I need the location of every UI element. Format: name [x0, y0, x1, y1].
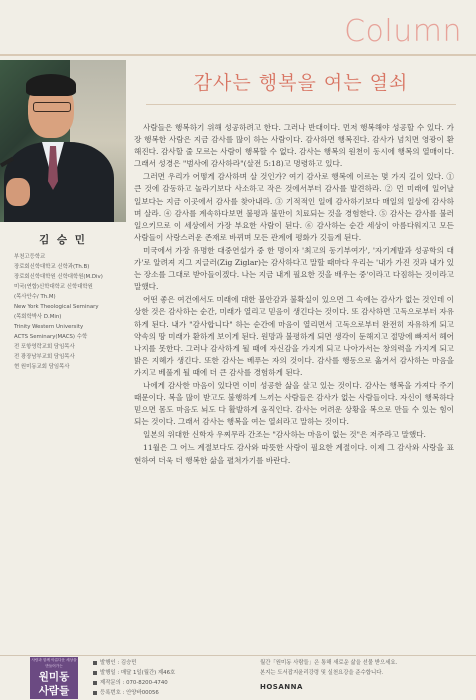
pubinfo-row: [93, 658, 243, 668]
bullet-icon: [93, 661, 97, 665]
bullet-icon: [93, 671, 97, 675]
bio-line: 현 원미동교회 담임목사: [14, 364, 70, 370]
body-paragraph: 11월은 그 어느 계절보다도 감사와 따뜻한 사랑이 필요한 계절이다. 이제 그 감사와 사랑을 표현하여 더욱 더 행복한 삶을 펼쳐가기를 바란다.: [134, 443, 454, 465]
bio-line: ACTS Seminary(MACS) 수학: [14, 334, 88, 340]
section-label: Column: [344, 14, 462, 49]
body-paragraph: 나에게 감사한 마음이 있다면 이미 성공한 삶을 살고 있는 것이다. 감사는 행복을 가져다 주기 때문이다. 복을 많이 받고도 불행하게 느끼는 사람들은 감사가 없는 사람들이다. 자신이 행복하다 믿으면 몸도 마음도 뇌도 다 활발하게 움직인다. 감사는 어려운 상황을 복으로 만들 수 있는 힘이 되는 것이다. 그래서 감사는 행복을 여는 열쇠라고 말하는 것이다.: [134, 380, 454, 427]
bio-line: (목회학박사 D.Min): [14, 314, 62, 320]
pubinfo-row: [93, 678, 243, 688]
bio-line: 장로회신학대학원 신학대학원(M.Div): [14, 274, 103, 280]
footer-notice: [260, 658, 470, 678]
pubinfo-row: [93, 688, 243, 698]
bullet-icon: [93, 681, 97, 685]
article-title: 감사는 행복을 여는 열쇠: [193, 72, 409, 94]
sponsor-logo: HOSANNA: [260, 683, 303, 691]
magazine-logo: [30, 657, 78, 699]
bio-line: 전 포항영락교회 담임목사: [14, 344, 75, 350]
publisher: 발행인 : 김승민: [100, 660, 137, 666]
body-paragraph: 사람들은 행복하기 위해 성공하려고 한다. 그러나 반대이다. 먼저 행복해야 성공할 수 있다. 가장 행복한 사람은 지금 감사를 많이 하는 사람이다. 감사하면 행복진다. 감사가 넘치면 영광이 환해진다. 감사할 줄 모르는 사람이 행복할 수 없다. 감사는 행복의 원천이 동시에 행복의 열매이다. 그래서 성경은 "범사에 감사하라"(살전 5:18)고 명령하고 있다.: [134, 123, 454, 169]
bullet-icon: [93, 691, 97, 695]
body-paragraph: 일본의 위대한 신학자 우찌무라 간조는 "감사하는 마음이 없는 것"은 저주라고 말했다.: [143, 430, 426, 440]
notice-line: 본지는 도서잡지윤리강령 및 실천요강을 준수합니다.: [260, 670, 384, 676]
issue-date: 발행일 : 매달 1일(월간) 제46호: [100, 670, 176, 676]
article-body: [134, 122, 454, 468]
bio-line: 장로회신학대학교 신학과(Th.B): [14, 264, 90, 270]
header-divider: [0, 54, 476, 56]
footer-divider: [0, 655, 476, 656]
logo-name-line2: 사람들: [38, 685, 70, 697]
bio-line: 미국(연합)신학대학교 신학대학원: [14, 284, 93, 290]
bio-line: New York Theological Seminary: [14, 304, 99, 310]
logo-name-line1: 원미동: [38, 671, 70, 683]
author-bio: [14, 252, 120, 372]
body-paragraph: 미국에서 가장 유명한 대중연설가 중 한 명이자 '최고의 동기부여가', '자기계발과 성공학의 대가'로 알려져 지그 지글러(Zig Ziglar)는 감사하다고 말할 때마다 우리는 '내가 가진 것과 내가 있는 장소를 그대로 받아들이겠다. 나는 지금 내게 필요한 것을 배우는 중'이라고 다짐하는 것이라고 말했다.: [134, 245, 454, 292]
title-divider: [146, 104, 456, 105]
bio-line: Trinity Western University: [14, 324, 84, 330]
registration: 등록번호 : 안양바00056: [100, 690, 159, 696]
author-photo: [0, 60, 126, 222]
body-paragraph: 어떤 좋은 여건에서도 미래에 대한 불안감과 불확실이 있으면 그 속에는 감사가 없는 것인데 이상한 것은 감사하는 순간, 미래가 열리고 믿음이 생긴다는 것이다. 또 감사하면 고독으로부터 자유하게 된다. 내가 "감사합니다" 하는 순간에 마음이 열리면서 고독으로부터 완전히 자유하게 되고 약속의 땅 미래가 환하게 보이게 된다. 원망과 불평하게 되면 생각이 둔해지고 절망에 빠져서 헤어나지를 못한다. 그러나 감사하게 될 때에 자신감을 가지게 되고 나아가서는 창의력을 가지게 되고 밝은 지혜가 생긴다. 또한 감사는 베푸는 자의 것이다. 감사를 행동으로 옮겨서 감사하는 마음을 가지고 베풀게 될 때에 더 큰 감사를 경험하게 된다.: [134, 295, 454, 377]
body-paragraph: 그러면 우리가 어떻게 감사하며 살 것인가? 여기 감사로 행복에 이르는 몇 가지 길이 있다. ① 큰 것에 감동하고 놀라기보다 사소하고 작은 것에서부터 감사를 발견하라. ② 먼 미래에 일어날 일보다는 지금 이곳에서 감사를 찾아내라. ③ 기적적인 일에 감사하기보다 매일의 일상에 감사하며 살라. ④ 감사를 계속하다보면 불평과 불만이 치료되는 것을 경험한다. ⑤ 감사는 감사를 불러일으키므로 이 세상에서 가장 부요한 사람이 된다. ⑥ 감사하는 순간 세상이 아름다워지고 모든 사람들이 사랑스러운 존재로 바뀌며 모든 관계에 평화가 깃들게 된다.: [134, 172, 454, 242]
pubinfo-row: [93, 668, 243, 678]
header: [0, 0, 476, 58]
bio-line: 부천고등학교: [14, 254, 46, 260]
notice-line: 월간「원미동 사람들」은 통해 새로운 삶을 선물 받으세요.: [260, 660, 398, 666]
publication-info: [93, 658, 243, 698]
bio-line: (목사안수/ Th.M): [14, 294, 56, 300]
logo-tagline: 사람과 함께 아름다운 세상을 만들어가는: [31, 658, 77, 668]
contact: 제작문의 : 070-8200-4740: [100, 680, 168, 686]
bio-line: 전 광장남부교회 담임목사: [14, 354, 75, 360]
author-name: 김 승 민: [39, 234, 87, 246]
